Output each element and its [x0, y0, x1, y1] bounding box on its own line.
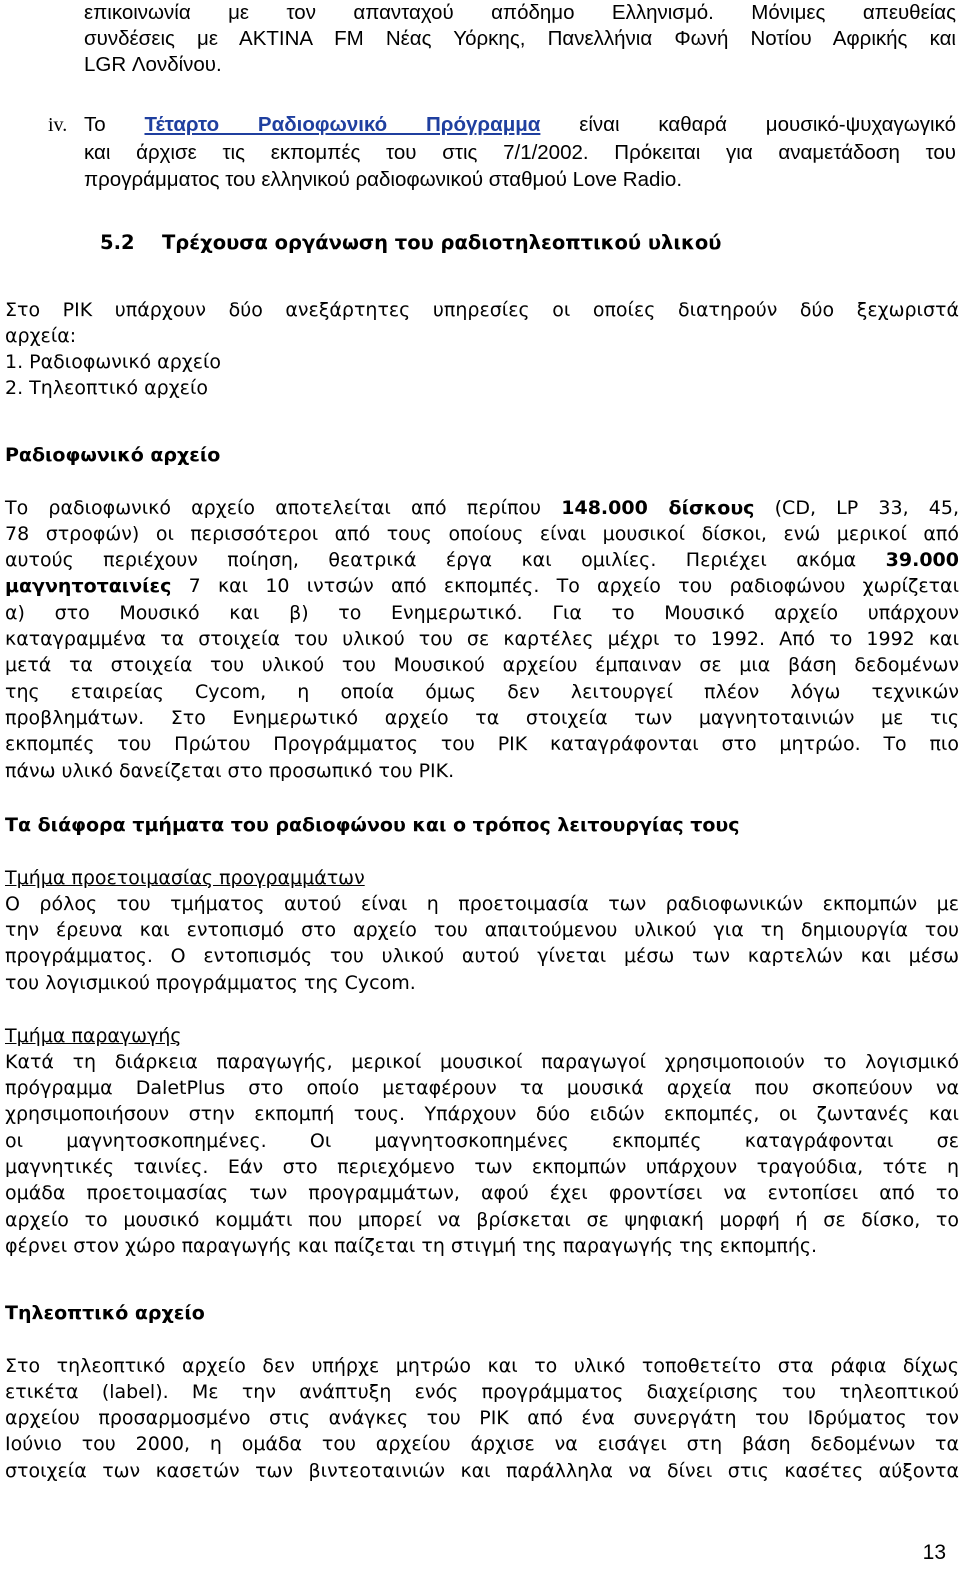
radio-archive-line-6: καταγραμμένα τα στοιχεία του υλικού του σε καρτέλες μέχρι το 1992. Από το 1992 και [5, 628, 959, 650]
tv-archive-line-1: Στο τηλεοπτικό αρχείο δεν υπήρχε μητρώο και το υλικό τοποθετείτο στα ράφια δίχως [5, 1355, 959, 1377]
archives-intro-line-1: Στο ΡΙΚ υπάρχουν δύο ανεξάρτητες υπηρεσίες οι οποίες διατηρούν δύο ξεχωριστά [5, 299, 959, 321]
production-line-1: Κατά τη διάρκεια παραγωγής, μερικοί μουσικοί παραγωγοί χρησιμοποιούν το λογισμικό [5, 1051, 959, 1073]
radio-archive-line-4 [5, 573, 959, 599]
radio-archive-line-7: μετά τα στοιχεία του υλικού του Μουσικού αρχείου έμπαιναν σε μια βάση δεδομένων [5, 654, 959, 676]
tv-archive-line-4: Ιούνιο του 2000, η ομάδα του αρχείου άρχισε να εισάγει στη βάση δεδομένων τα [5, 1433, 959, 1455]
section-title: Τρέχουσα οργάνωση του ραδιοτηλεοπτικού υλικού [162, 231, 722, 254]
prep-line-2: την έρευνα και εντοπισμό στο αρχείο του απαιτούμενου υλικού για τη δημιουργία του [5, 919, 959, 941]
prep-line-3: προγράμματος. Ο εντοπισμός του υλικού αυτού γίνεται μέσω των καρτελών και μέσω [5, 945, 959, 967]
item-iv-to: Το [84, 113, 106, 136]
link-fourth-radio-program[interactable]: Τέταρτο Ραδιοφωνικό Πρόγραμμα [144, 113, 541, 136]
bold-figure: 148.000 δίσκους [561, 497, 755, 519]
production-line-4: οι μαγνητοσκοπημένες. Οι μαγνητοσκοπημένες εκπομπές καταγράφονται σε [5, 1130, 959, 1152]
list-item: 1. Ραδιοφωνικό αρχείο [5, 351, 222, 373]
production-department-title: Τμήμα παραγωγής [5, 1025, 182, 1047]
radio-archive-line-9: προβλημάτων. Στο Ενημερωτικό αρχείο τα στοιχεία των μαγνητοταινιών με τις [5, 707, 959, 729]
departments-heading: Τα διάφορα τμήματα του ραδιοφώνου και ο τρόπος λειτουργίας τους [5, 814, 740, 836]
radio-archive-line-5: α) στο Μουσικό και β) το Ενημερωτικό. Για το Μουσικό αρχείο υπάρχουν [5, 602, 959, 624]
item-iv-line-2: και άρχισε τις εκπομπές του στις 7/1/2002. Πρόκειται για αναμετάδοση του [84, 141, 956, 164]
production-line-3: χρησιμοποιήσουν στην εκπομπή τους. Υπάρχουν δύο ειδών εκπομπές, οι ζωντανές και [5, 1103, 959, 1125]
production-line-5: μαγνητικές ταινίες. Εάν στο περιεχόμενο των εκπομπών υπάρχουν τραγούδια, τότε η [5, 1156, 959, 1178]
intro-line-2: συνδέσεις με ΑΚΤΙΝΑ FM Νέας Υόρκης, Πανελλήνια Φωνή Νοτίου Αφρικής και [84, 27, 956, 50]
radio-archive-line-11: πάνω υλικό δανείζεται στο προσωπικό του ΡΙΚ. [5, 760, 455, 782]
section-number: 5.2 [100, 231, 135, 254]
text-run: (CD, LP 33, 45, [774, 497, 959, 519]
production-line-2: πρόγραμμα DaletPlus στο οποίο μεταφέρουν τα μουσικά αρχεία που σκοπεύουν να [5, 1077, 959, 1099]
item-iv-line-1 [84, 112, 956, 138]
bold-figure: 39.000 [885, 549, 959, 571]
radio-archive-line-3 [5, 547, 959, 573]
tv-archive-line-3: αρχείου προσαρμοσμένο στις ανάγκες του ΡΙΚ από ένα συνεργάτη του Ιδρύματος τον [5, 1407, 959, 1429]
intro-line-1: επικοινωνία με τον απανταχού απόδημο Ελληνισμό. Μόνιμες απευθείας [84, 1, 956, 24]
text-run: Το ραδιοφωνικό αρχείο αποτελείται από περίπου [5, 497, 542, 519]
radio-archive-line-8: της εταιρείας Cycom, η οποία όμως δεν λειτουργεί πλέον λόγω τεχνικών [5, 681, 959, 703]
production-line-8: φέρνει στον χώρο παραγωγής και παίζεται τη στιγμή της παραγωγής της εκπομπής. [5, 1235, 818, 1257]
archives-intro-line-2: αρχεία: [5, 325, 77, 347]
text-run: 7 και 10 ιντσών από εκπομπές. Το αρχείο του ραδιοφώνου χωρίζεται [188, 575, 959, 597]
production-line-6: ομάδα προετοιμασίας των προγραμμάτων, αφού έχει φροντίσει να εντοπίσει από το [5, 1182, 959, 1204]
radio-archive-line-1 [5, 495, 959, 521]
intro-line-3: LGR Λονδίνου. [84, 53, 222, 76]
tv-archive-line-5: στοιχεία των κασετών των βιντεοταινιών και παράλληλα να δίνει στις κασέτες αύξοντα [5, 1460, 959, 1482]
item-iv-line-1-rest: είναι καθαρά μουσικό-ψυχαγωγικό [579, 113, 956, 136]
prep-department-title: Τμήμα προετοιμασίας προγραμμάτων [5, 867, 365, 889]
production-line-7: αρχείο το μουσικό κομμάτι που μπορεί να βρίσκεται σε ψηφιακή μορφή ή σε δίσκο, το [5, 1209, 959, 1231]
text-run: αυτούς περιέχουν ποίηση, θεατρικά έργα και ομιλίες. Περιέχει ακόμα [5, 549, 857, 571]
prep-line-4: του λογισμικού προγράμματος της Cycom. [5, 972, 416, 994]
page-number: 13 [922, 1541, 946, 1564]
prep-line-1: Ο ρόλος του τμήματος αυτού είναι η προετοιμασία των ραδιοφωνικών εκπομπών με [5, 893, 959, 915]
tv-archive-heading: Τηλεοπτικό αρχείο [5, 1302, 205, 1324]
list-marker-iv: iv. [48, 114, 68, 136]
radio-archive-heading: Ραδιοφωνικό αρχείο [5, 444, 221, 466]
radio-archive-line-2: 78 στροφών) οι περισσότεροι από τους οποίους είναι μουσικοί δίσκοι, ενώ μερικοί από [5, 523, 959, 545]
tv-archive-line-2: ετικέτα (label). Με την ανάπτυξη ενός προγράμματος διαχείρισης του τηλεοπτικού [5, 1381, 959, 1403]
list-item: 2. Τηλεοπτικό αρχείο [5, 377, 209, 399]
bold-figure: μαγνητοταινίες [5, 575, 172, 597]
radio-archive-line-10: εκπομπές του Πρώτου Προγράμματος του ΡΙΚ καταγράφονται στο μητρώο. Το πιο [5, 733, 959, 755]
item-iv-line-3: προγράμματος του ελληνικού ραδιοφωνικού σταθμού Love Radio. [84, 168, 683, 191]
